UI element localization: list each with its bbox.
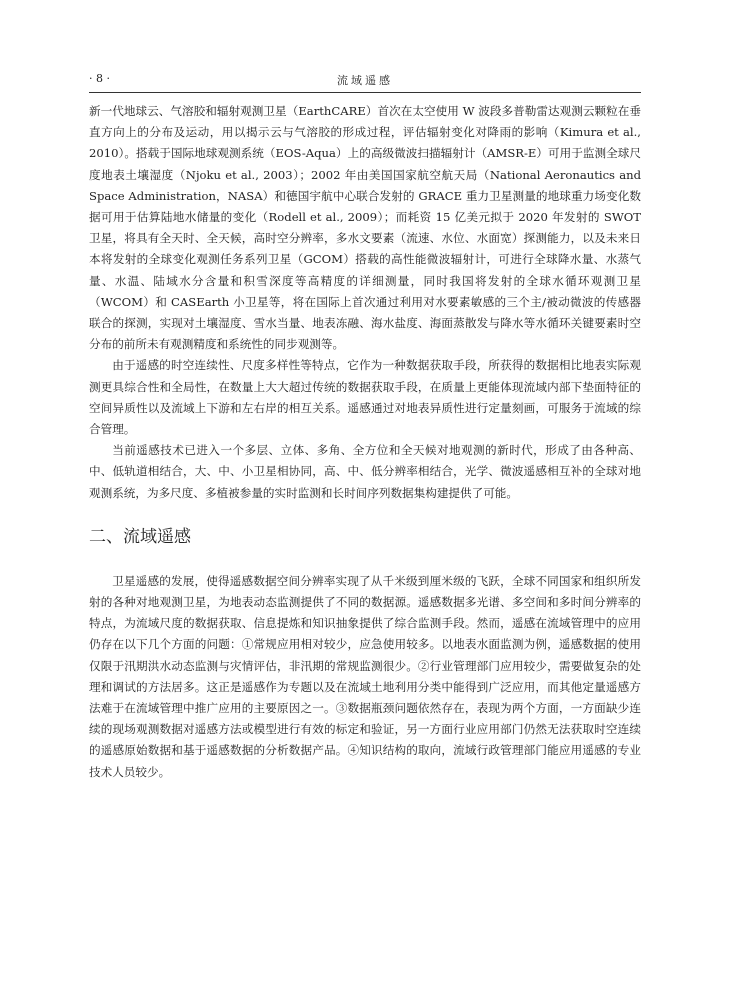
page-number: · 8 · <box>89 72 110 85</box>
header-rule <box>89 92 641 93</box>
running-title: 流域遥感 <box>337 74 393 87</box>
paragraph: 卫星遥感的发展，使得遥感数据空间分辨率实现了从千米级到厘米级的飞跃，全球不同国家和组织所发射的各种对地观测卫星，为地表动态监测提供了不同的数据源。遥感数据多光谱、多空间和多时间分辨率的特点，为流域尺度的数据获取、信息提炼和知识抽象提供了综合监测手段。然而，遥感在流域管理中的应用仍存在以下几个方面的问题：①常规应用相对较少，应急使用较多。以地表水面监测为例，遥感数据的使用仅限于汛期洪水动态监测与灾情评估，非汛期的常规监测很少。②行业管理部门应用较少，需要做复杂的处理和调试的方法居多。这正是遥感作为专题以及在流域土地利用分类中能得到广泛应用，而其他定量遥感方法难于在流域管理中推广应用的主要原因之一。③数据瓶颈问题依然存在，表现为两个方面，一方面缺少连续的现场观测数据对遥感方法或模型进行有效的标定和验证，另一方面行业应用部门仍然无法获取时空连续的遥感原始数据和基于遥感数据的分析数据产品。④知识结构的取向，流域行政管理部门能应用遥感的专业技术人员较少。 <box>89 573 641 779</box>
section-title: 二、流域遥感 <box>89 526 191 547</box>
paragraph: 新一代地球云、气溶胶和辐射观测卫星（EarthCARE）首次在太空使用 W 波段多普勒雷达观测云颗粒在垂直方向上的分布及运动，用以揭示云与气溶胶的形成过程，评估辐射变化对降雨的影响（Kimura et al., 2010）。搭载于国际地球观测系统（EOS-Aqua）上的高级微波扫描辐射计（AMSR-E）可用于监测全球尺度地表土壤湿度（Njoku et al., 2003）；2002 年由美国国家航空航天局（National Aeronautics and Space Administration，NASA）和德国宇航中心联合发射的 GRACE 重力卫星测量的地球重力场变化数据可用于估算陆地水储量的变化（Rodell et al., 2009）；而耗资 15 亿美元拟于 2020 年发射的 SWOT 卫星，将具有全天时、全天候，高时空分辨率，多水文要素（流速、水位、水面宽）探测能力，以及未来日本将发射的全球变化观测任务系列卫星（GCOM）搭载的高性能微波辐射计，可进行全球降水量、水蒸气量、水温、陆域水分含量和积雪深度等高精度的详细测量，同时我国将发射的全球水循环观测卫星（WCOM）和 CASEarth 小卫星等，将在国际上首次通过利用对水要素敏感的三个主/被动微波的传感器联合的探测，实现对土壤湿度、雪水当量、地表冻融、海水盐度、海面蒸散发与降水等水循环关键要素时空分布的前所未有观测精度和系统性的同步观测等。 <box>89 104 641 352</box>
page-body <box>89 101 641 783</box>
page-header <box>89 72 641 90</box>
paragraph: 由于遥感的时空连续性、尺度多样性等特点，它作为一种数据获取手段，所获得的数据相比地表实际观测更具综合性和全局性，在数量上大大超过传统的数据获取手段，在质量上更能体现流域内部下垫面特征的空间异质性以及流域上下游和左右岸的相互关系。遥感通过对地表异质性进行定量刻画，可服务于流域的综合管理。 <box>89 358 641 437</box>
paragraph: 当前遥感技术已进入一个多层、立体、多角、全方位和全天候对地观测的新时代，形成了由各种高、中、低轨道相结合，大、中、小卫星相协同，高、中、低分辨率相结合，光学、微波遥感相互补的全球对地观测系统，为多尺度、多植被参量的实时监测和长时间序列数据集构建提供了可能。 <box>89 443 641 500</box>
